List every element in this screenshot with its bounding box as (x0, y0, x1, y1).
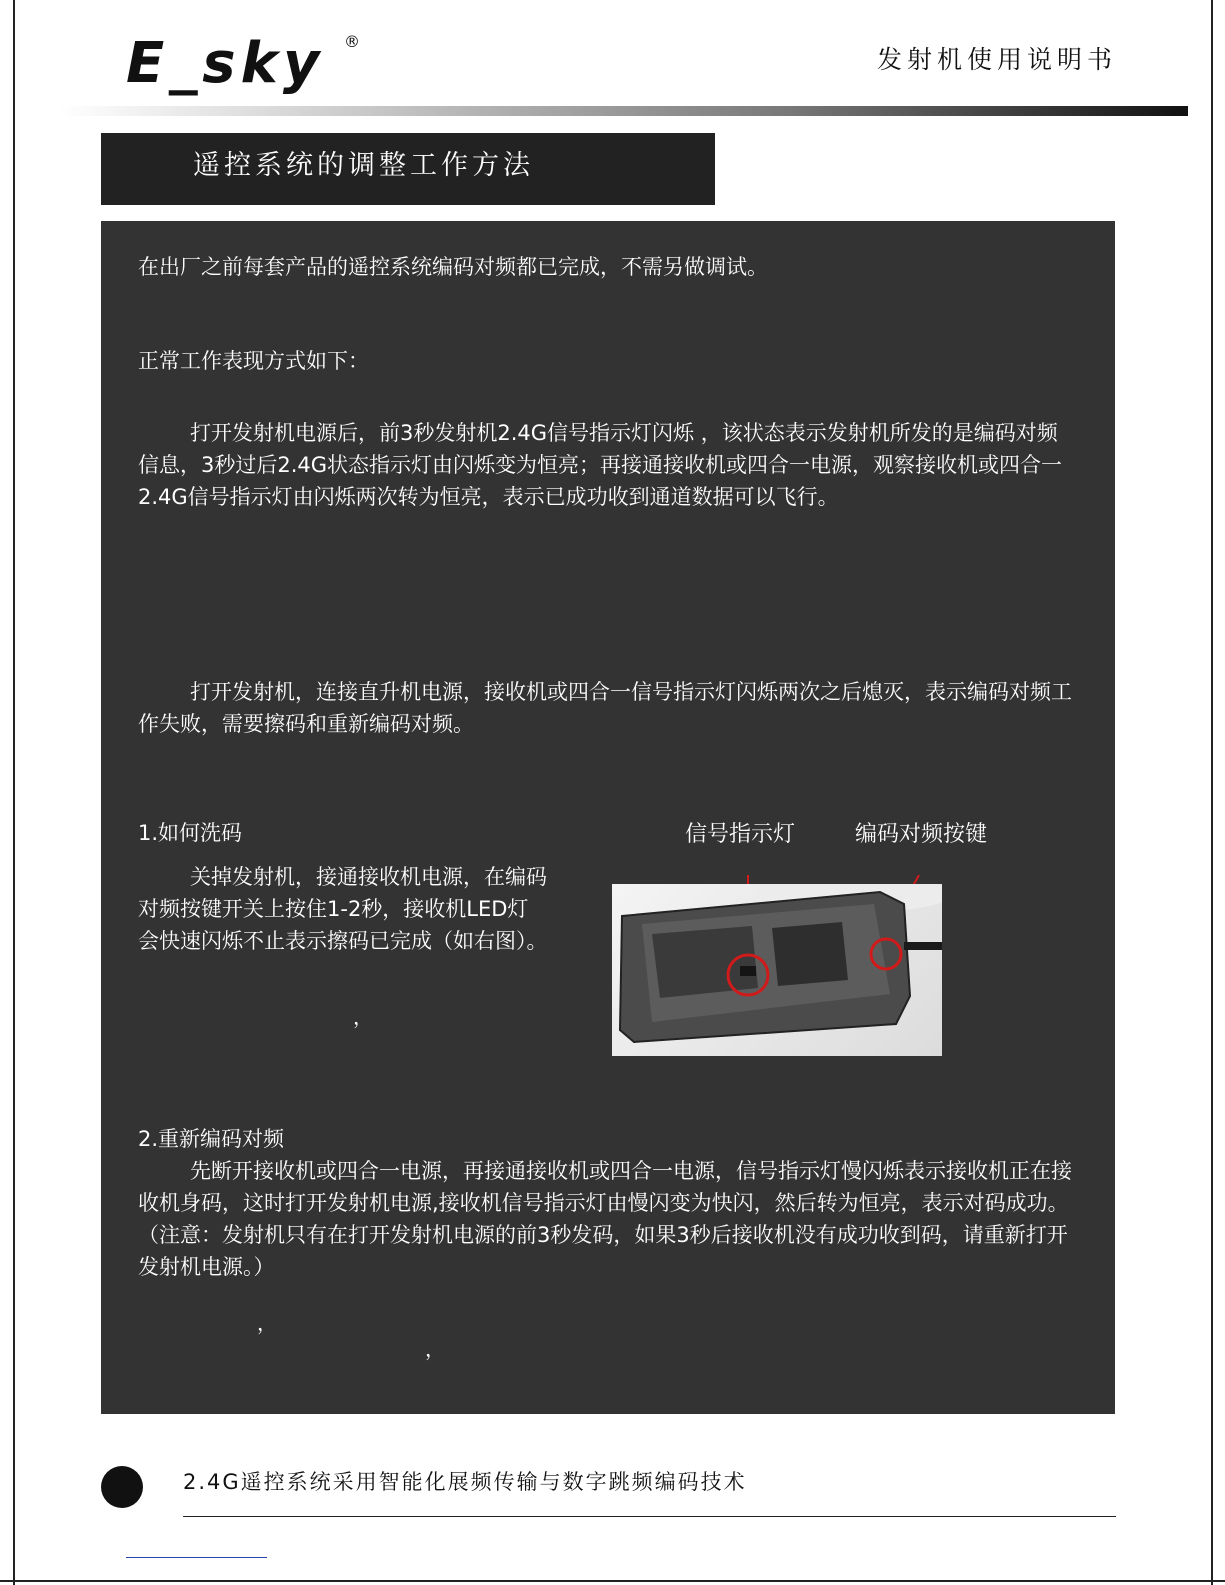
stray-comma-3: ， (425, 1337, 445, 1361)
led-component (740, 966, 756, 976)
page-left-edge (13, 0, 15, 1585)
bind-button-label: 编码对频按键 (855, 822, 988, 847)
page-bottom-edge (0, 1580, 1225, 1582)
section-banner (101, 133, 715, 205)
header-divider (58, 106, 1188, 116)
footer-divider (183, 1516, 1116, 1517)
step1-heading: 1.如何洗码 (138, 821, 243, 845)
receiver-photo (612, 884, 942, 1056)
content-panel (101, 221, 1115, 1414)
stray-comma: ， (353, 1005, 373, 1029)
step2-heading: 2.重新编码对频 (138, 1127, 285, 1151)
bottom-link-underline[interactable] (126, 1557, 267, 1558)
antenna-wire (904, 942, 942, 950)
section-title: 遥控系统的调整工作方法 (193, 150, 534, 181)
esky-logo (126, 31, 360, 96)
normal-paragraph: 打开发射机电源后，前3秒发射机2.4G信号指示灯闪烁 ，该状态表示发射机所发的是编码对频信息，3秒过后2.4G状态指示灯由闪烁变为恒亮；再接通接收机或四合一电源，观察接收机或四合一2.4G信号指示灯由闪烁两次转为恒亮，表示已成功收到通道数据可以飞行。 (138, 421, 1063, 509)
step1-paragraph: 关掉发射机，接通接收机电源，在编码对频按键开关上按住1-2秒，接收机LED灯会快速闪烁不止表示擦码已完成（如右图）。 (138, 865, 548, 953)
led-label: 信号指示灯 (685, 822, 796, 847)
pin-header (652, 926, 758, 998)
step2-paragraph: 先断开接收机或四合一电源，再接通接收机或四合一电源，信号指示灯慢闪烁表示接收机正在接收机身码，这时打开发射机电源,接收机信号指示灯由慢闪变为快闪，然后转为恒亮，表示对码成功。（注意：发射机只有在打开发射机电源的前3秒发码，如果3秒后接收机没有成功收到码，请重新打开发射机电源。） (138, 1159, 1072, 1279)
intro-paragraph: 在出厂之前每套产品的遥控系统编码对频都已完成，不需另做调试。 (138, 255, 768, 279)
fail-paragraph: 打开发射机，连接直升机电源，接收机或四合一信号指示灯闪烁两次之后熄灭，表示编码对频工作失败，需要擦码和重新编码对频。 (138, 680, 1072, 736)
registered-mark: ® (344, 32, 360, 51)
page-right-edge (1211, 0, 1213, 1585)
normal-heading: 正常工作表现方式如下： (138, 349, 369, 373)
page-number-dot (101, 1466, 143, 1508)
manual-title: 发射机使用说明书 (876, 45, 1117, 74)
stray-comma-2: ， (257, 1311, 277, 1335)
callout-lines (101, 221, 1115, 921)
logo-text: E_sky (126, 31, 325, 96)
footer-text: 2.4G遥控系统采用智能化展频传输与数字跳频编码技术 (183, 1470, 747, 1494)
chip (772, 922, 848, 986)
receiver-illustration (612, 884, 942, 1056)
